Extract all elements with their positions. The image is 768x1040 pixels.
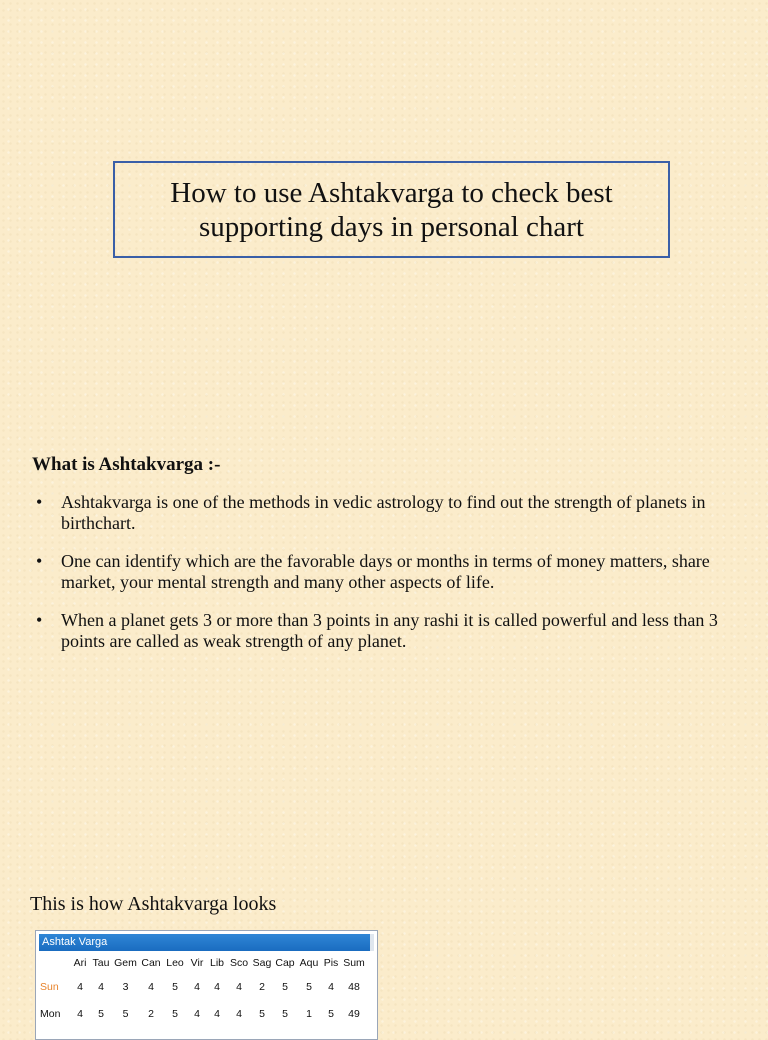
row-label: Sun xyxy=(40,980,59,993)
table-cell: 1 xyxy=(306,1007,312,1020)
table-cell: 4 xyxy=(236,1007,242,1020)
titlebar-edge xyxy=(370,934,374,951)
bullet-item xyxy=(32,492,762,534)
table-cell: 5 xyxy=(172,1007,178,1020)
table-row xyxy=(39,973,367,1000)
table-cell: 4 xyxy=(236,980,242,993)
table-cell: 4 xyxy=(214,980,220,993)
bullet-list xyxy=(32,492,762,669)
column-header: Leo xyxy=(166,957,184,969)
table-cell: 2 xyxy=(259,980,265,993)
table-header-row xyxy=(39,953,367,973)
title-box xyxy=(113,161,670,258)
column-header: Can xyxy=(141,957,161,969)
table-cell: 5 xyxy=(259,1007,265,1020)
column-header: Sum xyxy=(343,957,365,969)
table-cell: 5 xyxy=(98,1007,104,1020)
column-header: Pis xyxy=(323,957,339,969)
table-cell: 4 xyxy=(328,980,334,993)
bullet-icon: • xyxy=(36,610,43,630)
ashtak-varga-table xyxy=(39,953,367,1027)
bullet-icon: • xyxy=(36,492,43,512)
column-header: Aqu xyxy=(299,957,319,969)
table-cell: 4 xyxy=(194,1007,200,1020)
table-cell: 3 xyxy=(122,980,129,993)
table-row xyxy=(39,1000,367,1027)
table-cell: 5 xyxy=(122,1007,129,1020)
ashtak-varga-titlebar xyxy=(39,934,374,951)
table-cell: 2 xyxy=(148,1007,154,1020)
column-header: Lib xyxy=(209,957,224,969)
table-cell: 4 xyxy=(98,980,104,993)
column-header: Gem xyxy=(114,957,137,969)
bullet-item xyxy=(32,551,762,593)
table-cell: 5 xyxy=(172,980,178,993)
column-header: Tau xyxy=(92,957,110,969)
bullet-text: When a planet gets 3 or more than 3 points in any rashi it is called powerful and less than 3 points are called as weak strength of any planet. xyxy=(61,610,718,651)
table-cell: 5 xyxy=(282,1007,288,1020)
bullet-icon: • xyxy=(36,551,43,571)
column-header: Ari xyxy=(73,957,87,969)
bullet-text: Ashtakvarga is one of the methods in vedic astrology to find out the strength of planets in birthchart. xyxy=(61,492,706,533)
column-header: Cap xyxy=(275,957,295,969)
column-header: Sag xyxy=(252,957,272,969)
corner-cell xyxy=(39,953,70,973)
table-cell: 4 xyxy=(194,980,200,993)
table-cell: 4 xyxy=(214,1007,220,1020)
table-cell: 4 xyxy=(77,980,83,993)
section-heading: What is Ashtakvarga :- xyxy=(32,454,221,475)
column-header: Sco xyxy=(229,957,249,969)
table-cell: 4 xyxy=(148,980,154,993)
bullet-text: One can identify which are the favorable days or months in terms of money matters, share market, your mental strength and many other aspects of life. xyxy=(61,551,710,592)
table-cell: 5 xyxy=(306,980,312,993)
ashtak-varga-title: Ashtak Varga xyxy=(42,936,108,948)
table-cell: 49 xyxy=(348,1007,360,1020)
table-cell: 5 xyxy=(282,980,288,993)
bullet-item xyxy=(32,610,762,652)
table-cell: 5 xyxy=(328,1007,334,1020)
row-label: Mon xyxy=(40,1007,61,1020)
page-title: How to use Ashtakvarga to check best supporting days in personal chart xyxy=(170,176,613,243)
table-cell: 48 xyxy=(348,980,360,993)
caption: This is how Ashtakvarga looks xyxy=(30,893,277,915)
table-cell: 4 xyxy=(77,1007,83,1020)
column-header: Vir xyxy=(190,957,204,969)
